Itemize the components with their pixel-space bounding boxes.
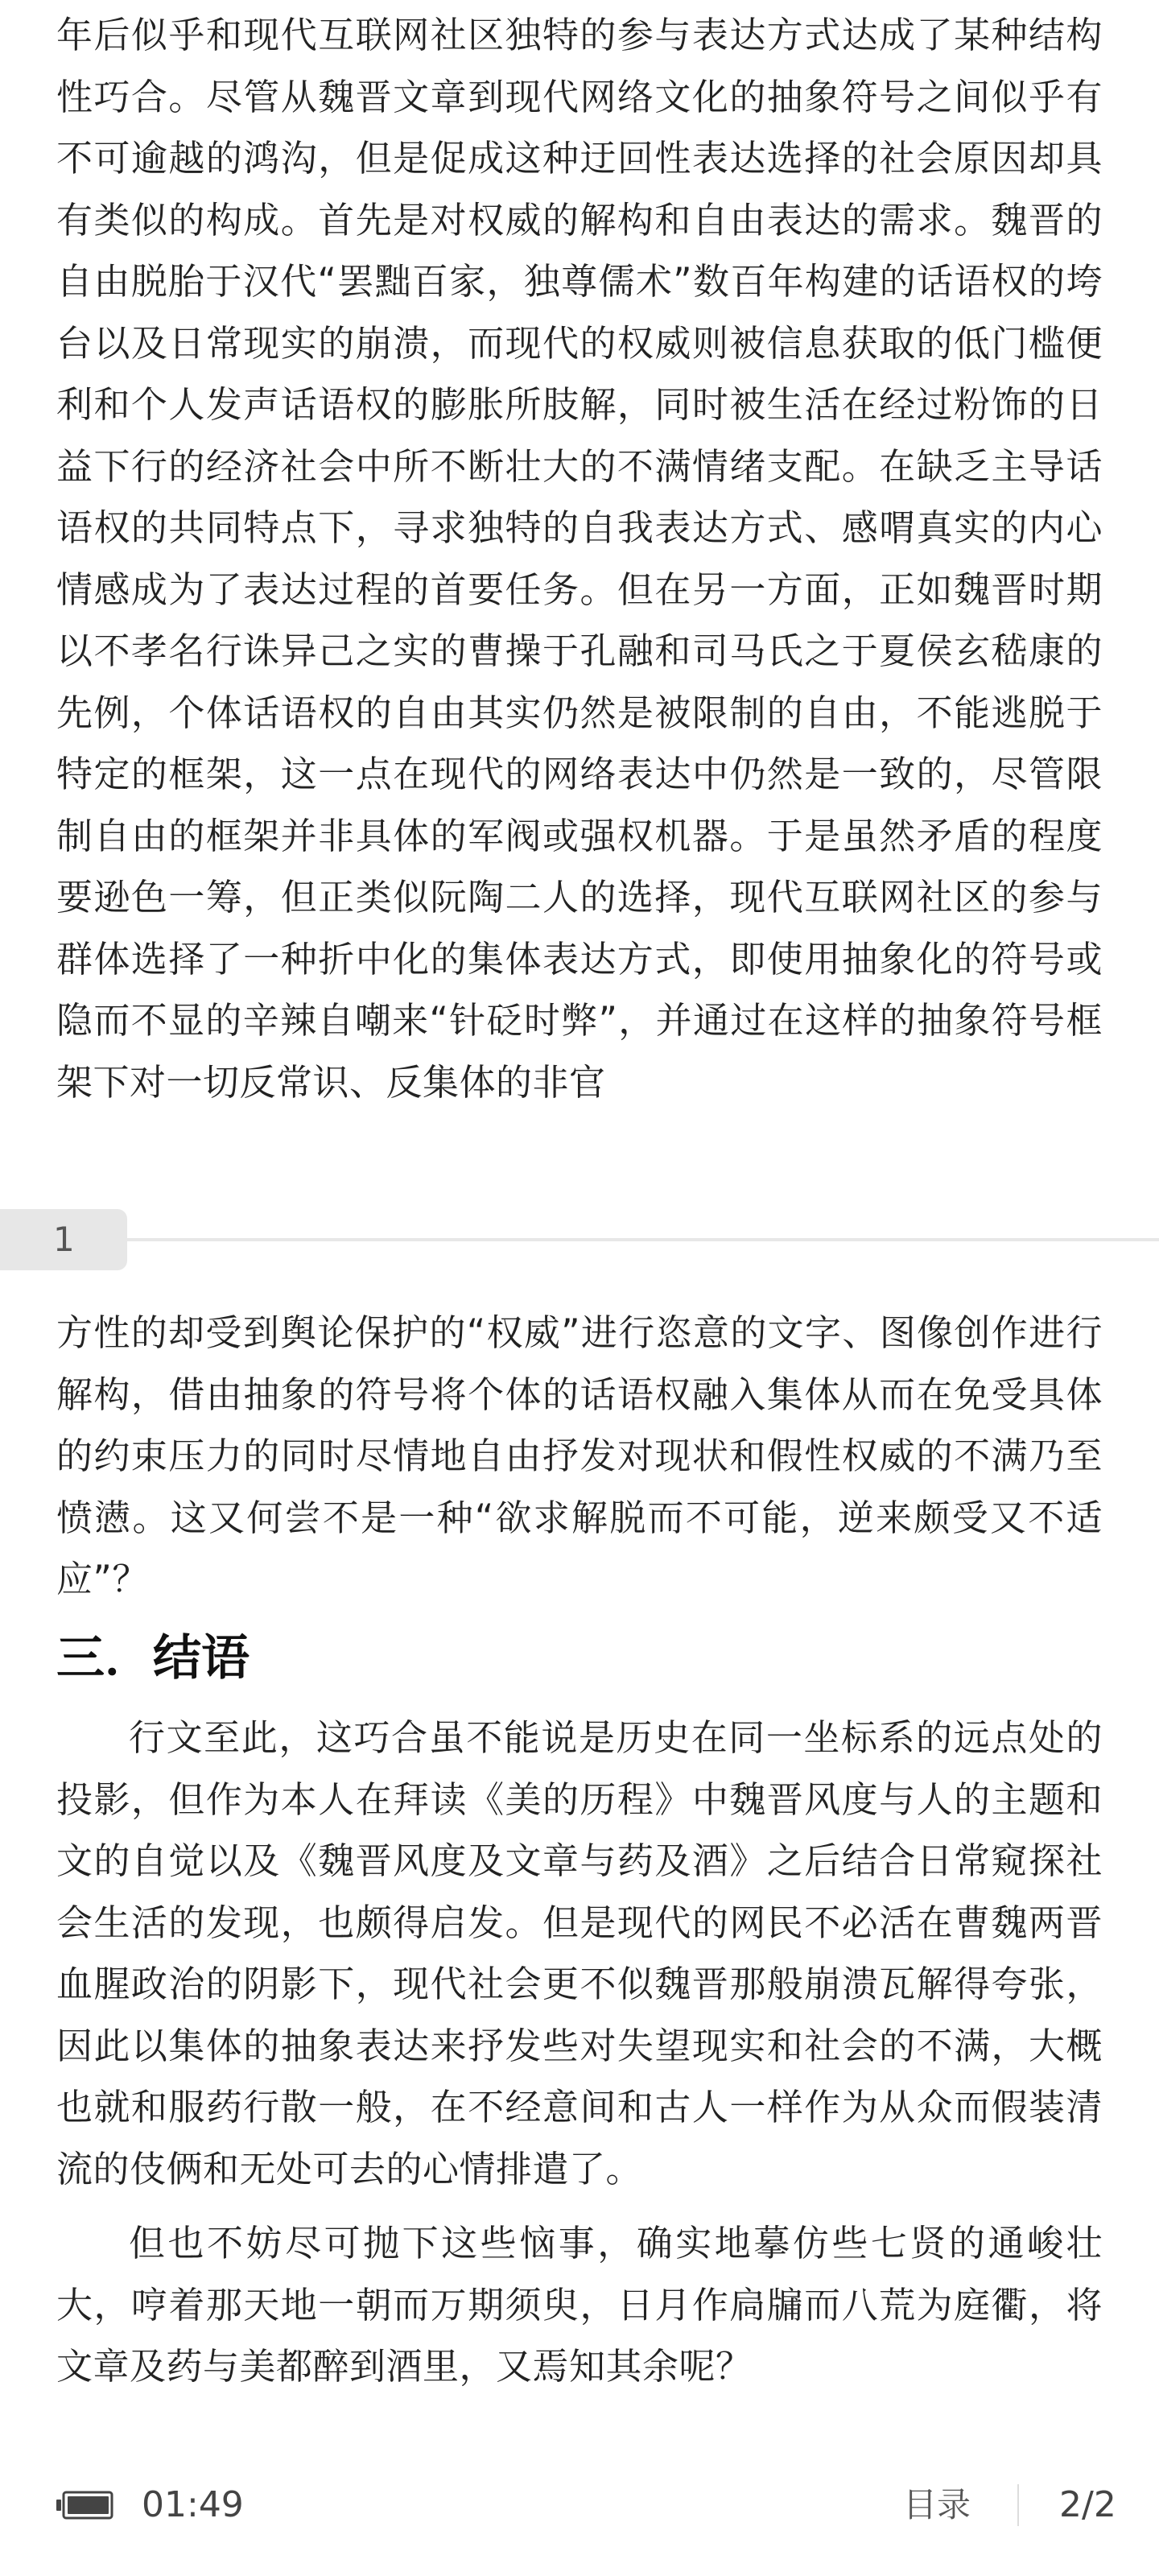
- page-separator-line: [0, 1238, 1159, 1241]
- page-indicator: 2/2: [1059, 2484, 1116, 2525]
- section-heading: 三．结语: [56, 1630, 250, 1686]
- status-time: 01:49: [142, 2484, 244, 2525]
- conclusion-paragraph: 行文至此，这巧合虽不能说是历史在同一坐标系的远点处的投影，但作为本人在拜读《美的历程》中魏晋风度与人的主题和文的自觉以及《魏晋风度及文章与药及酒》之后结合日常窥探社会生活的发现，也颇得启发。但是现代的网民不必活在曹魏两晋血腥政治的阴影下，现代社会更不似魏晋那般崩溃瓦解得夸张，因此以集体的抽象表达来抒发些对失望现实和社会的不满，大概也就和服药行散一般，在不经意间和古人一样作为从众而假装清流的伎俩和无处可去的心情排遣了。: [56, 1716, 1103, 2190]
- reader-status-bar: [0, 2463, 1159, 2544]
- paragraph-after-break: 方性的却受到舆论保护的“权威”进行恣意的文字、图像创作进行解构，借由抽象的符号将个体的话语权融入集体从而在免受具体的约束压力的同时尽情地自由抒发对现状和假性权威的不满乃至愤懑。这又何尝不是一种“欲求解脱而不可能，逆来颇受又不适应”？: [56, 1311, 1103, 1600]
- toc-button[interactable]: 目录: [903, 2485, 971, 2524]
- status-divider: [1017, 2484, 1019, 2526]
- page-separator: [0, 1209, 1159, 1270]
- page-separator-number: 1: [53, 1220, 75, 1259]
- continued-paragraph: 年后似乎和现代互联网社区独特的参与表达方式达成了某种结构性巧合。尽管从魏晋文章到现代网络文化的抽象符号之间似乎有不可逾越的鸿沟，但是促成这种迂回性表达选择的社会原因却具有类似的构成。首先是对权威的解构和自由表达的需求。魏晋的自由脱胎于汉代“罢黜百家，独尊儒术”数百年构建的话语权的垮台以及日常现实的崩溃，而现代的权威则被信息获取的低门槛便利和个人发声话语权的膨胀所肢解，同时被生活在经过粉饰的日益下行的经济社会中所不断壮大的不满情绪支配。在缺乏主导话语权的共同特点下，寻求独特的自我表达方式、感喟真实的内心情感成为了表达过程的首要任务。但在另一方面，正如魏晋时期以不孝名行诛异己之实的曹操于孔融和司马氏之于夏侯玄嵇康的先例，个体话语权的自由其实仍然是被限制的自由，不能逃脱于特定的框架，这一点在现代的网络表达中仍然是一致的，尽管限制自由的框架并非具体的军阀或强权机器。于是虽然矛盾的程度要逊色一筹，但正类似阮陶二人的选择，现代互联网社区的参与群体选择了一种折中化的集体表达方式，即使用抽象化的符号或隐而不显的辛辣自嘲来“针砭时弊”，并通过在这样的抽象符号框架下对一切反常识、反集体的非官: [56, 14, 1103, 1104]
- conclusion-paragraph: 但也不妨尽可抛下这些恼事，确实地摹仿些七贤的通峻壮大，哼着那天地一朝而万期须臾，日月作扃牖而八荒为庭衢，将文章及药与美都醉到酒里，又焉知其余呢？: [56, 2222, 1103, 2388]
- battery-icon: [56, 2491, 114, 2520]
